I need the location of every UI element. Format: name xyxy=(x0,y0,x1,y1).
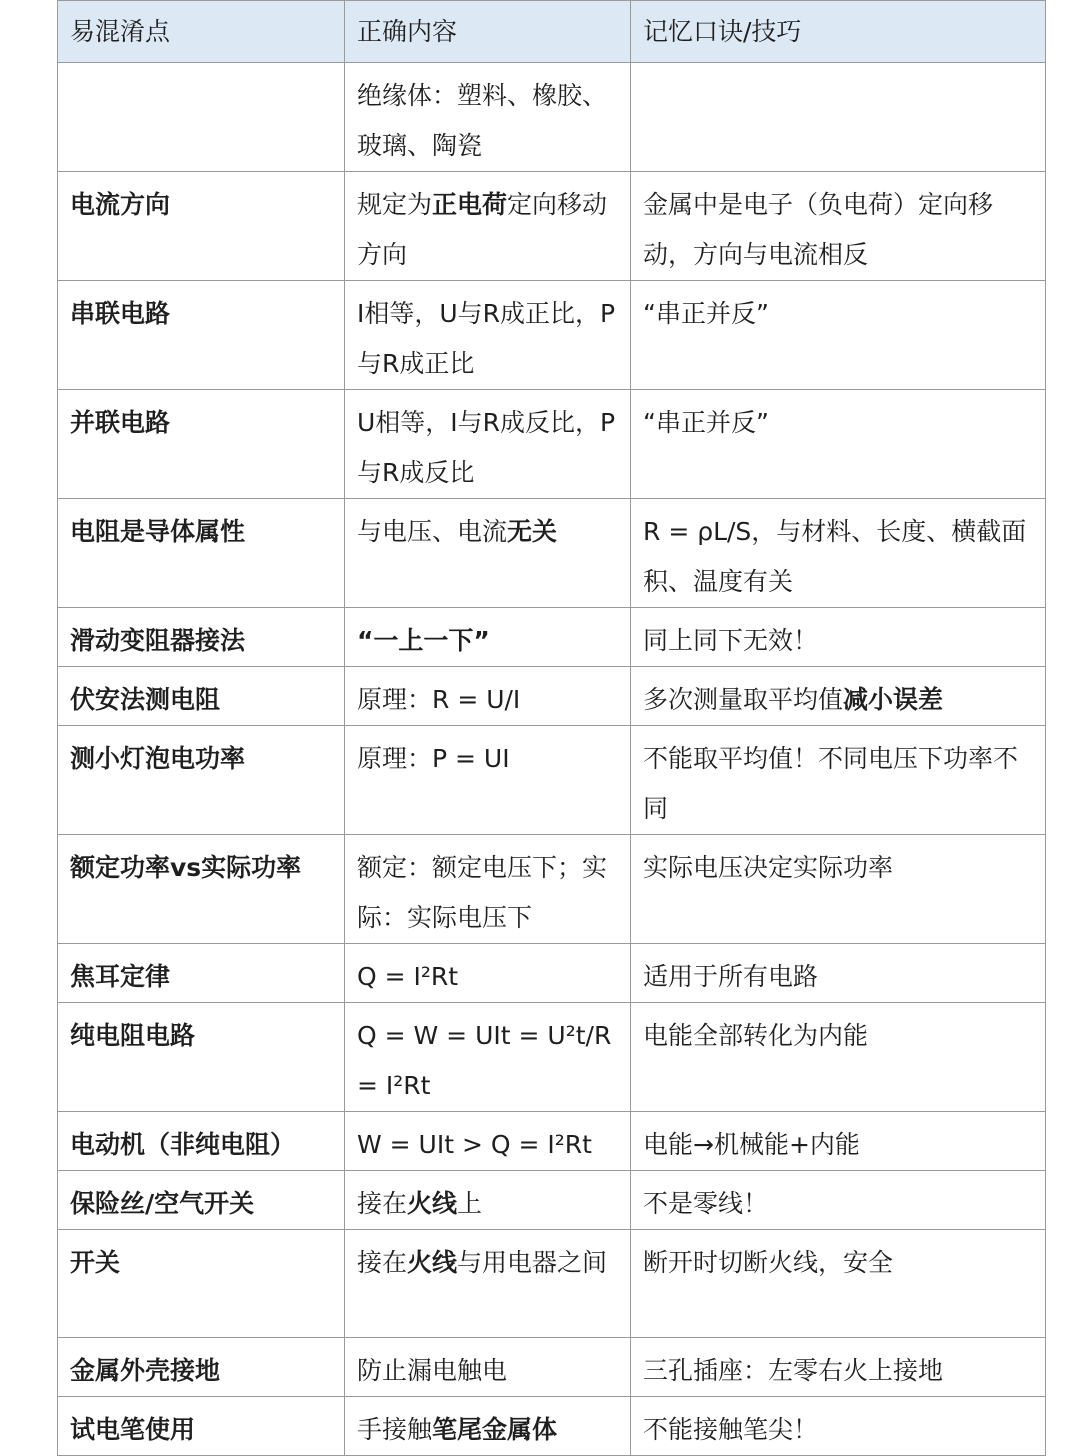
table-row xyxy=(58,1230,1046,1338)
text: 不能取平均值！不同电压下功率不同 xyxy=(643,744,1019,823)
cell-correct-content xyxy=(345,1338,631,1397)
bold-text: 火线 xyxy=(407,1189,458,1218)
cell-topic: 并联电路 xyxy=(58,390,345,499)
text: “串正并反” xyxy=(643,299,769,328)
table-container xyxy=(57,0,1045,1456)
text: Q = W = UIt = U²t/R = I²Rt xyxy=(357,1021,612,1100)
cell-memory-tip xyxy=(631,1171,1046,1230)
text: 接在 xyxy=(357,1189,408,1218)
bold-text: 笔尾金属体 xyxy=(432,1415,558,1444)
cell-correct-content xyxy=(345,1003,631,1112)
cell-correct-content xyxy=(345,835,631,944)
text: 防止漏电触电 xyxy=(357,1356,508,1385)
cell-topic: 伏安法测电阻 xyxy=(58,667,345,726)
bold-text: 正电荷 xyxy=(432,190,508,219)
cell-memory-tip xyxy=(631,1338,1046,1397)
cell-topic: 保险丝/空气开关 xyxy=(58,1171,345,1230)
cell-memory-tip xyxy=(631,608,1046,667)
cell-topic: 额定功率vs实际功率 xyxy=(58,835,345,944)
cell-correct-content xyxy=(345,499,631,608)
cell-correct-content xyxy=(345,63,631,172)
table-row xyxy=(58,1397,1046,1456)
text: 断开时切断火线，安全 xyxy=(643,1248,894,1277)
table-row xyxy=(58,499,1046,608)
text: W = UIt > Q = I²Rt xyxy=(357,1130,592,1159)
cell-correct-content xyxy=(345,1230,631,1338)
text: 多次测量取平均值 xyxy=(643,685,844,714)
cell-topic: 试电笔使用 xyxy=(58,1397,345,1456)
text: 不能接触笔尖！ xyxy=(643,1415,819,1444)
text: 适用于所有电路 xyxy=(643,962,819,991)
cell-correct-content xyxy=(345,667,631,726)
header-memory-tip: 记忆口诀/技巧 xyxy=(631,1,1046,63)
text: 实际电压决定实际功率 xyxy=(643,853,894,882)
header-row xyxy=(58,1,1046,63)
text: 额定：额定电压下；实际：实际电压下 xyxy=(357,853,608,932)
cell-memory-tip xyxy=(631,1003,1046,1112)
cell-topic: 滑动变阻器接法 xyxy=(58,608,345,667)
text: Q = I²Rt xyxy=(357,962,459,991)
cell-memory-tip xyxy=(631,390,1046,499)
cell-memory-tip xyxy=(631,499,1046,608)
text: 上 xyxy=(457,1189,483,1218)
cell-memory-tip xyxy=(631,944,1046,1003)
text: 不是零线！ xyxy=(643,1189,769,1218)
table-row xyxy=(58,281,1046,390)
cell-topic xyxy=(58,63,345,172)
cell-memory-tip xyxy=(631,726,1046,835)
table-row xyxy=(58,835,1046,944)
text: 接在 xyxy=(357,1248,408,1277)
text: 与电压、电流 xyxy=(357,517,508,546)
text: 规定为 xyxy=(357,190,433,219)
text: 金属中是电子（负电荷）定向移动，方向与电流相反 xyxy=(643,190,994,269)
text: 绝缘体：塑料、橡胶、玻璃、陶瓷 xyxy=(357,81,608,160)
cell-topic: 纯电阻电路 xyxy=(58,1003,345,1112)
bold-text: “一上一下” xyxy=(357,626,490,655)
cell-memory-tip xyxy=(631,667,1046,726)
text: 电能全部转化为内能 xyxy=(643,1021,869,1050)
cell-topic: 电动机（非纯电阻） xyxy=(58,1112,345,1171)
bold-text: 减小误差 xyxy=(843,685,944,714)
cell-topic: 金属外壳接地 xyxy=(58,1338,345,1397)
table-row xyxy=(58,1338,1046,1397)
text: R = ρL/S，与材料、长度、横截面积、温度有关 xyxy=(643,517,1027,596)
text: 原理：R = U/I xyxy=(357,685,521,714)
text: “串正并反” xyxy=(643,408,769,437)
cell-correct-content xyxy=(345,281,631,390)
cell-correct-content xyxy=(345,1397,631,1456)
cell-memory-tip xyxy=(631,1230,1046,1338)
table-row xyxy=(58,1112,1046,1171)
bold-text: 无关 xyxy=(507,517,558,546)
cell-topic: 开关 xyxy=(58,1230,345,1338)
text: 定向移动方向 xyxy=(357,190,608,269)
table-row xyxy=(58,667,1046,726)
cell-topic: 电流方向 xyxy=(58,172,345,281)
table-row xyxy=(58,726,1046,835)
table-row xyxy=(58,608,1046,667)
table-row xyxy=(58,63,1046,172)
text: 原理：P = UI xyxy=(357,744,510,773)
physics-notes-table xyxy=(57,0,1046,1456)
cell-topic: 焦耳定律 xyxy=(58,944,345,1003)
table-row xyxy=(58,1003,1046,1112)
cell-memory-tip xyxy=(631,835,1046,944)
text: 电能→机械能+内能 xyxy=(643,1130,860,1159)
cell-memory-tip xyxy=(631,1397,1046,1456)
header-confusing-point: 易混淆点 xyxy=(58,1,345,63)
table-row xyxy=(58,172,1046,281)
table-row xyxy=(58,1171,1046,1230)
cell-correct-content xyxy=(345,1171,631,1230)
cell-memory-tip xyxy=(631,1112,1046,1171)
text: 与用电器之间 xyxy=(457,1248,608,1277)
text: I相等，U与R成正比，P与R成正比 xyxy=(357,299,616,378)
cell-topic: 测小灯泡电功率 xyxy=(58,726,345,835)
text: 三孔插座：左零右火上接地 xyxy=(643,1356,944,1385)
cell-correct-content xyxy=(345,726,631,835)
cell-memory-tip xyxy=(631,172,1046,281)
text: 手接触 xyxy=(357,1415,433,1444)
cell-correct-content xyxy=(345,1112,631,1171)
cell-topic: 电阻是导体属性 xyxy=(58,499,345,608)
text: U相等，I与R成反比，P与R成反比 xyxy=(357,408,616,487)
table-row xyxy=(58,390,1046,499)
cell-correct-content xyxy=(345,944,631,1003)
bold-text: 火线 xyxy=(407,1248,458,1277)
cell-correct-content xyxy=(345,172,631,281)
cell-correct-content xyxy=(345,390,631,499)
cell-topic: 串联电路 xyxy=(58,281,345,390)
cell-correct-content xyxy=(345,608,631,667)
text: 同上同下无效！ xyxy=(643,626,819,655)
cell-memory-tip xyxy=(631,281,1046,390)
table-row xyxy=(58,944,1046,1003)
cell-memory-tip xyxy=(631,63,1046,172)
header-correct-content: 正确内容 xyxy=(345,1,631,63)
